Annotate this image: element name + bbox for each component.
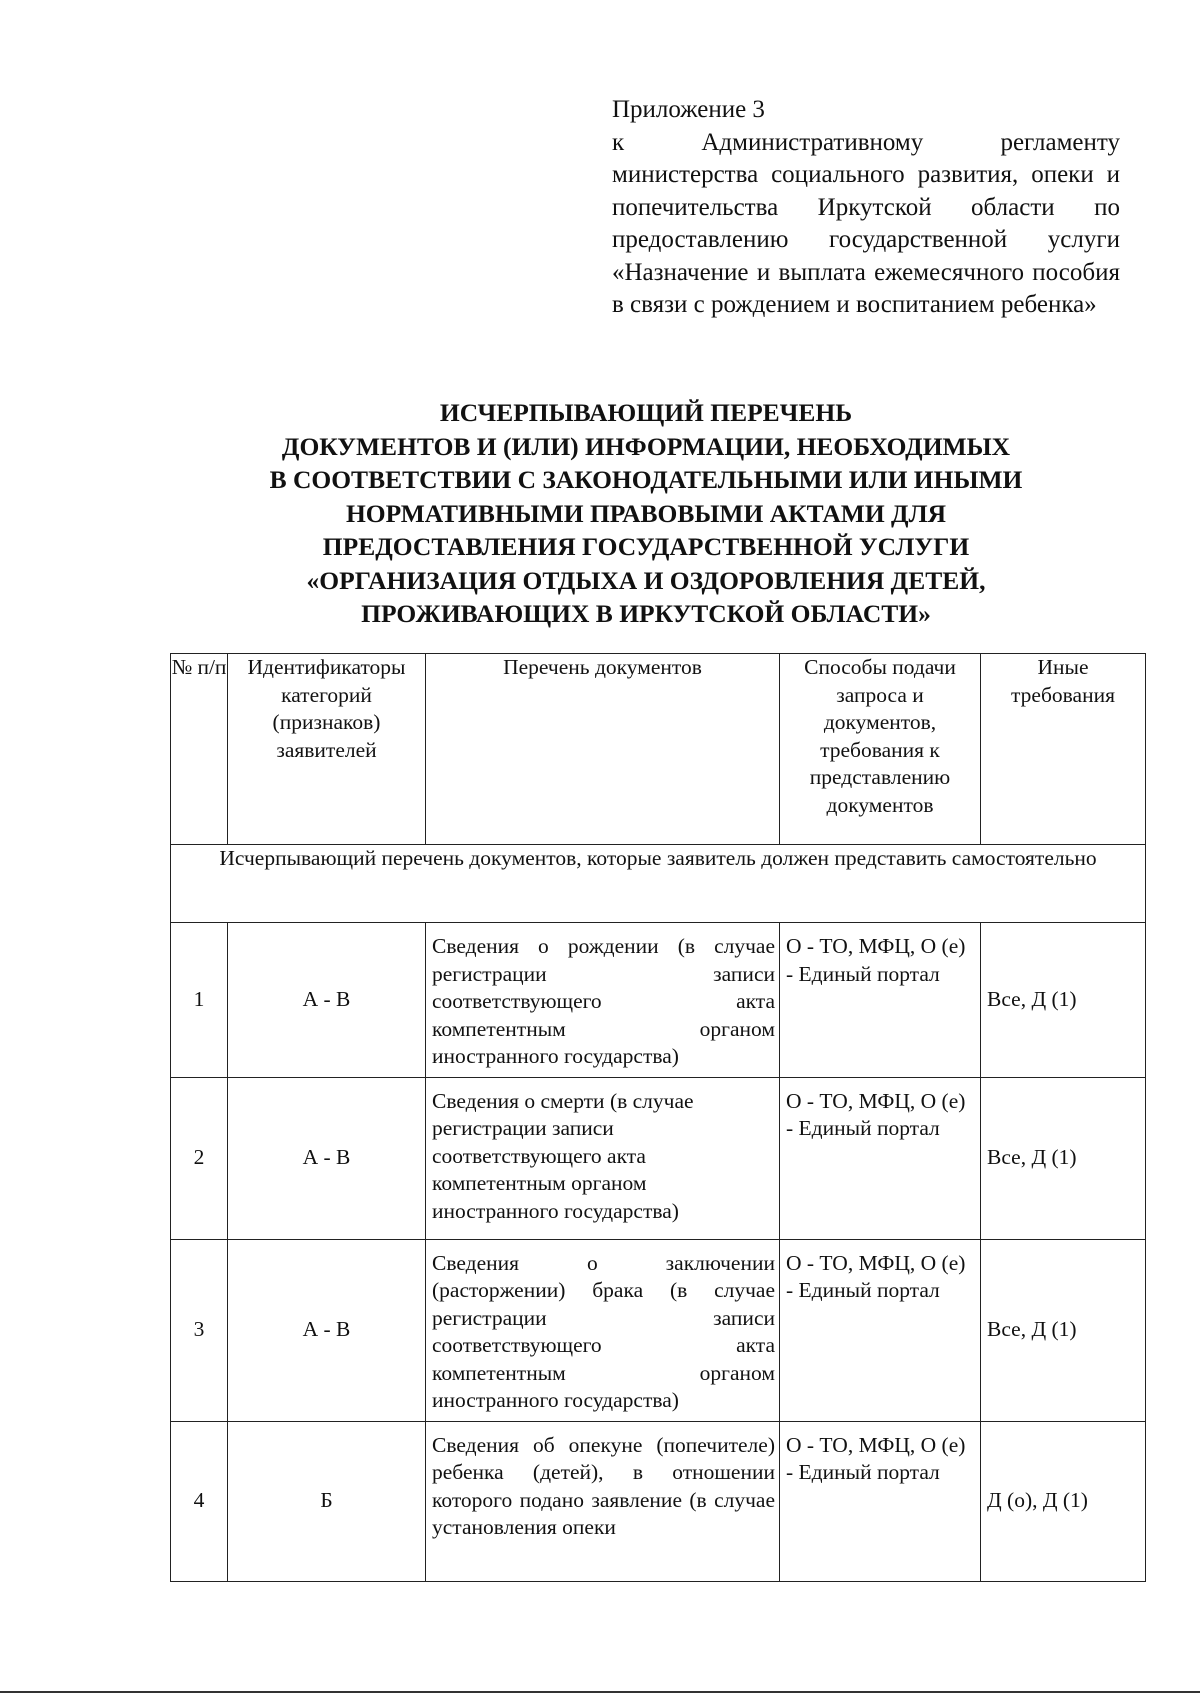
table-section-row [171,845,1146,923]
row-other: Д (о), Д (1) [981,1421,1146,1581]
row-documents: Сведения об опекуне (попечителе) ребенка (детей), в отношении которого подано заявление (в случае установления опеки [426,1421,780,1581]
row-category: А - В [228,923,426,1078]
title-line: «ОРГАНИЗАЦИЯ ОТДЫХА И ОЗДОРОВЛЕНИЯ ДЕТЕЙ, [306,565,986,595]
appendix-number: Приложение 3 [612,96,765,123]
appendix-regulation-text: к Административному регламенту министерства социального развития, опеки и попечительства Иркутской области по предоставлению государственной услуги «Назначение и выплата ежемесячного пособия в связи с рождением и воспитанием ребенка» [612,128,1120,318]
row-other: Все, Д (1) [981,1239,1146,1421]
header-submission-methods: Способы подачи запроса и документов, требования к представлению документов [780,654,981,845]
row-methods: О - ТО, МФЦ, О (е) - Единый портал [780,1077,981,1239]
table-row [171,1421,1146,1581]
page-bottom-edge-divider [0,1691,1200,1693]
row-methods: О - ТО, МФЦ, О (е) - Единый портал [780,923,981,1078]
row-category: А - В [228,1239,426,1421]
row-other: Все, Д (1) [981,1077,1146,1239]
row-number: 1 [171,923,228,1078]
header-applicant-category: Идентификаторы категорий (признаков) заявителей [228,654,426,845]
title-line: ПРЕДОСТАВЛЕНИЯ ГОСУДАРСТВЕННОЙ УСЛУГИ [322,532,970,561]
row-number: 3 [171,1239,228,1421]
row-category: А - В [228,1077,426,1239]
title-line: ПРОЖИВАЮЩИХ В ИРКУТСКОЙ ОБЛАСТИ» [361,599,931,628]
title-line: ИСЧЕРПЫВАЮЩИЙ ПЕРЕЧЕНЬ [439,398,853,427]
table-row [171,923,1146,1078]
table-row [171,1239,1146,1421]
header-documents-list: Перечень документов [426,654,780,845]
appendix-reference [612,94,1120,322]
row-number: 2 [171,1077,228,1239]
row-documents: Сведения о смерти (в случае регистрации записи соответствующего акта компетентным органом иностранного государства) [426,1077,780,1239]
header-other-requirements: Иные требования [981,654,1146,845]
row-number: 4 [171,1421,228,1581]
row-category: Б [228,1421,426,1581]
row-methods: О - ТО, МФЦ, О (е) - Единый портал [780,1239,981,1421]
row-documents: Сведения о рождении (в случае регистрации записи соответствующего акта компетентным органом иностранного государства) [426,923,780,1078]
title-line: ДОКУМЕНТОВ И (ИЛИ) ИНФОРМАЦИИ, НЕОБХОДИМЫХ [281,431,1011,461]
documents-table [170,653,1146,1582]
table-header-row [171,654,1146,845]
row-documents: Сведения о заключении (расторжении) брака (в случае регистрации записи соответствующего акта компетентным органом иностранного государства) [426,1239,780,1421]
title-line: В СООТВЕТСТВИИ С ЗАКОНОДАТЕЛЬНЫМИ ИЛИ ИНЫМИ [269,465,1023,494]
title-line: НОРМАТИВНЫМИ ПРАВОВЫМИ АКТАМИ ДЛЯ [345,498,947,528]
document-title [160,396,1132,631]
row-other: Все, Д (1) [981,923,1146,1078]
section-heading: Исчерпывающий перечень документов, которые заявитель должен представить самостоятельно [171,845,1146,923]
table-row [171,1077,1146,1239]
row-methods: О - ТО, МФЦ, О (е) - Единый портал [780,1421,981,1581]
header-number: № п/п [171,654,228,845]
